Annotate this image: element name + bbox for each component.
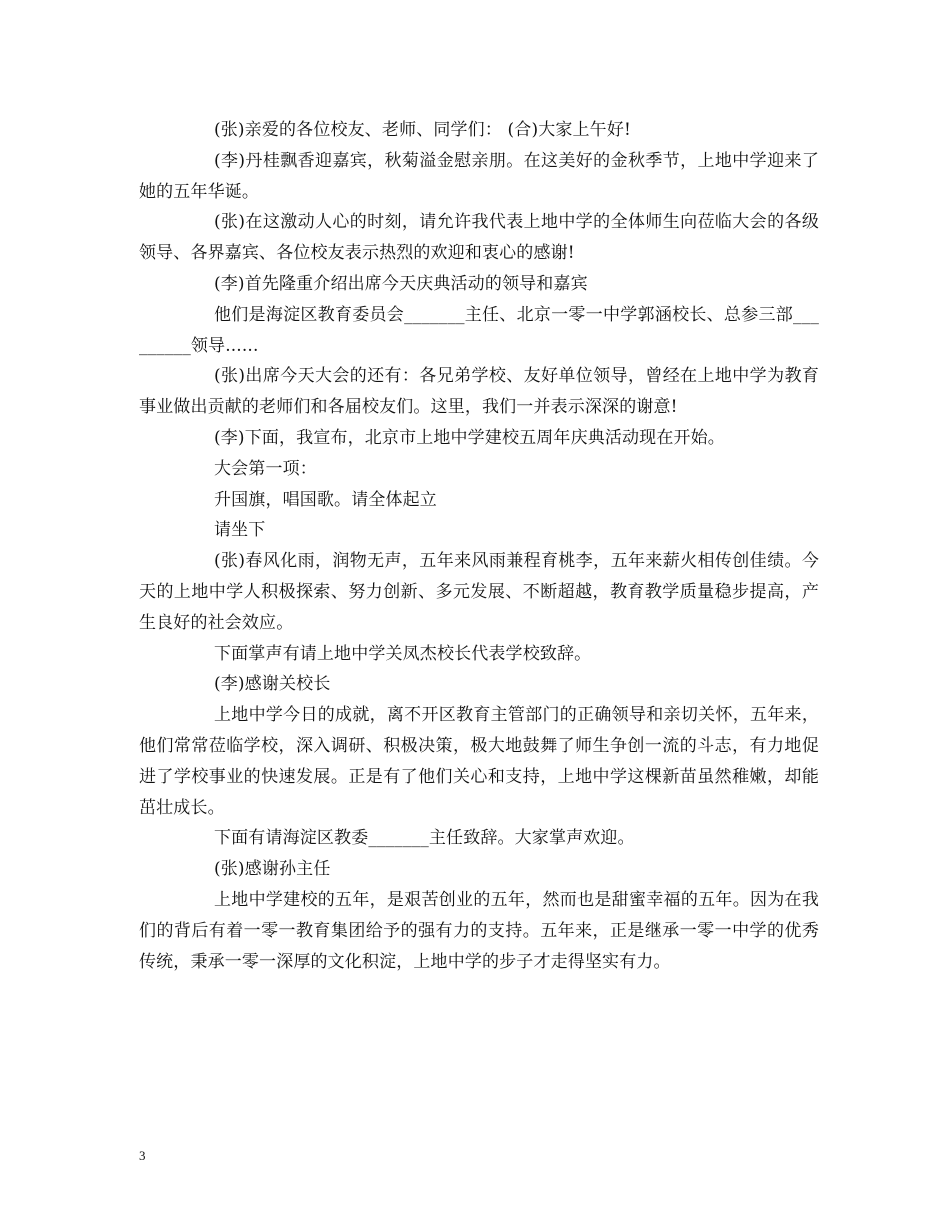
document-body	[139, 115, 819, 977]
page-number: 3	[139, 1148, 146, 1163]
paragraph-leader-list: 他们是海淀区教育委员会_______主任、北京一零一中学郭涵校长、总参三部_________领导......	[139, 304, 819, 356]
paragraph-introduce-leaders: (李)首先隆重介绍出席今天庆典活动的领导和嘉宾	[214, 273, 588, 294]
paragraph-achievements: (张)春风化雨，润物无声，五年来风雨兼程育桃李，五年来薪火相传创佳绩。今天的上地中学人积极探索、努力创新、多元发展、不断超越，教育教学质量稳步提高，产生良好的社会效应。	[139, 551, 819, 633]
paragraph-five-years: 上地中学建校的五年，是艰苦创业的五年，然而也是甜蜜幸福的五年。因为在我们的背后有着一零一教育集团给予的强有力的支持。五年来，正是继承一零一中学的优秀传统，秉承一零一深厚的文化积淀，上地中学的步子才走得坚实有力。	[139, 889, 819, 972]
paragraph-announce-start: (李)下面，我宣布，北京市上地中学建校五周年庆典活动现在开始。	[214, 427, 725, 448]
paragraph-greeting: (张)亲爱的各位校友、老师、同学们： (合)大家上午好!	[214, 120, 631, 140]
paragraph-thanks: (张)在这激动人心的时刻，请允许我代表上地中学的全体师生向莅临大会的各级领导、各界嘉宾、各位校友表示热烈的欢迎和衷心的感谢!	[139, 212, 819, 264]
paragraph-first-item: 大会第一项：	[214, 458, 317, 479]
paragraph-thanks-director: (张)感谢孙主任	[214, 859, 331, 880]
paragraph-director-speech: 下面有请海淀区教委_______主任致辞。大家掌声欢迎。	[214, 828, 635, 849]
paragraph-other-attendees: (张)出席今天大会的还有：各兄弟学校、友好单位领导，曾经在上地中学为教育事业做出贡献的老师们和各届校友们。这里，我们一并表示深深的谢意!	[139, 366, 819, 418]
paragraph-district-support: 上地中学今日的成就，离不开区教育主管部门的正确领导和亲切关怀，五年来，他们常常莅临学校，深入调研、积极决策，极大地鼓舞了师生争创一流的斗志，有力地促进了学校事业的快速发展。正是有了他们关心和支持，上地中学这棵新苗虽然稚嫩，却能茁壮成长。	[139, 705, 819, 818]
paragraph-welcome-guests: (李)丹桂飘香迎嘉宾，秋菊溢金慰亲朋。在这美好的金秋季节，上地中学迎来了她的五年华诞。	[139, 150, 819, 202]
paragraph-thanks-principal: (李)感谢关校长	[214, 674, 331, 695]
paragraph-please-sit: 请坐下	[214, 520, 266, 541]
paragraph-flag-raising: 升国旗，唱国歌。请全体起立	[214, 489, 437, 510]
paragraph-principal-speech: 下面掌声有请上地中学关凤杰校长代表学校致辞。	[214, 643, 592, 664]
